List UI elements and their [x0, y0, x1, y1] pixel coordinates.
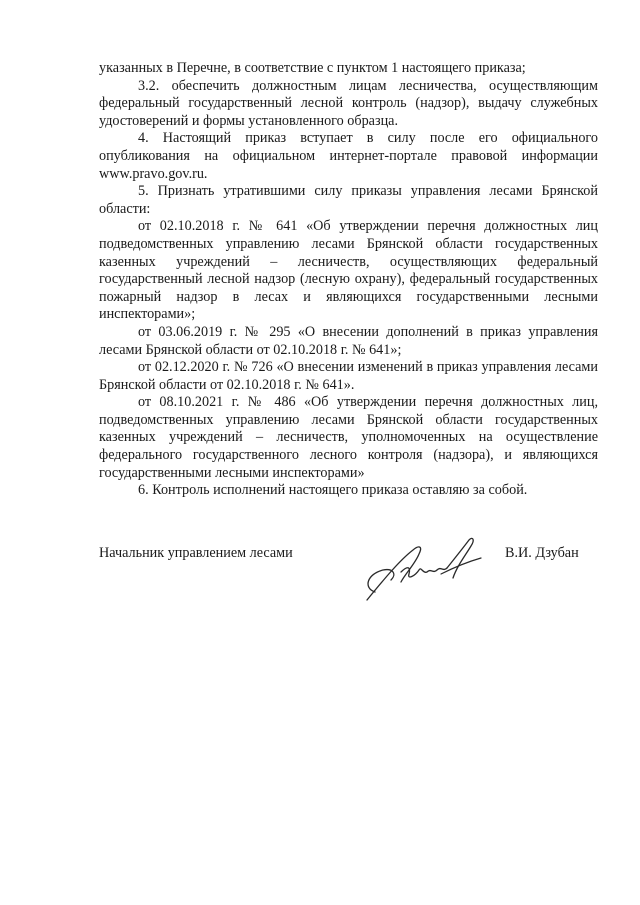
repealed-order-641: от 02.10.2018 г. № 641 «Об утверждении перечня должностных лиц подведомственных управлению лесами Брянской области государственных казенных учреждений – лесничеств, осуществляющих федеральный государственный лесной надзор (лесную охрану), федеральный государственных пожарный надзор в лесах и являющихся государственными лесными инспекторами»;: [99, 218, 598, 323]
document-body: [99, 60, 598, 500]
repealed-order-295: от 03.06.2019 г. № 295 «О внесении дополнений в приказ управления лесами Брянской области от 02.10.2018 г. № 641»;: [99, 323, 598, 358]
repealed-order-726: от 02.12.2020 г. № 726 «О внесении изменений в приказ управления лесами Брянской области от 02.10.2018 г. № 641».: [99, 359, 598, 393]
repealed-order-486: от 08.10.2021 г. № 486 «Об утверждении перечня должностных лиц, подведомственных управлению лесами Брянской области государственных казенных учреждений – лесничеств, уполномоченных на осуществление федерального государственного лесного контроля (надзора), и являющихся государственными лесными инспекторами»: [99, 394, 598, 481]
paragraph-6: 6. Контроль исполнений настоящего приказа оставляю за собой.: [138, 482, 528, 499]
paragraph-3-2: 3.2. обеспечить должностным лицам лесничества, осуществляющим федеральный государственный лесной контроль (надзор), выдачу служебных удостоверений и формы установленного образца.: [99, 77, 598, 129]
handwritten-signature: [345, 530, 495, 608]
paragraph-4: 4. Настоящий приказ вступает в силу после его официального опубликования на официальном интернет-портале правовой информации www.pravo.gov.ru.: [99, 130, 598, 182]
signatory-title: Начальник управлением лесами: [99, 545, 293, 561]
signatory-name: В.И. Дзубан: [505, 545, 579, 561]
paragraph-5: 5. Признать утратившими силу приказы управления лесами Брянской области:: [99, 183, 598, 217]
paragraph-continuation: указанных в Перечне, в соответствие с пунктом 1 настоящего приказа;: [99, 60, 526, 76]
signature-block: [99, 530, 598, 610]
